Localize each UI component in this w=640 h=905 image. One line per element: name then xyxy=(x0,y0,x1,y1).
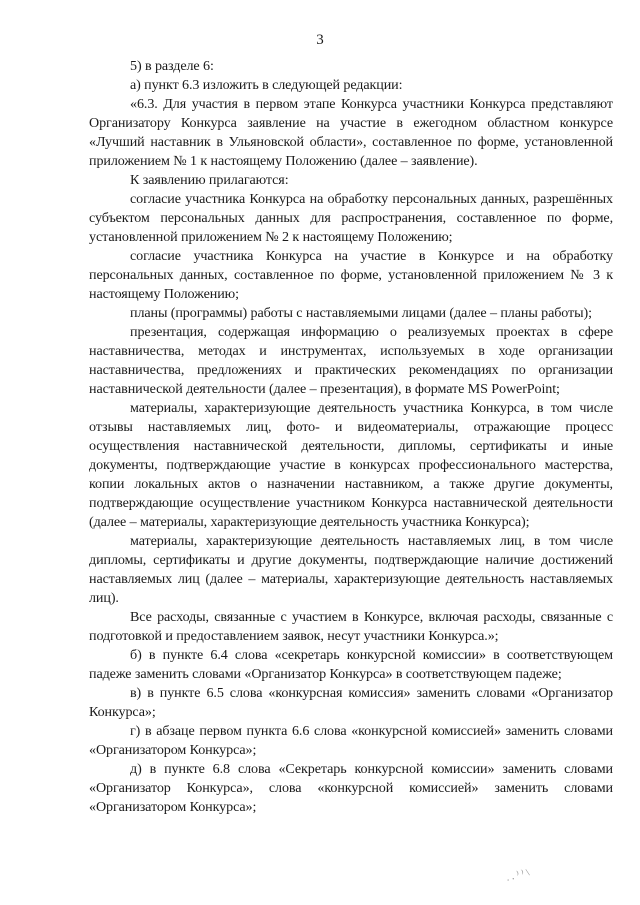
paragraph-attachments-intro: К заявлению прилагаются: xyxy=(130,172,289,188)
page-number: 3 xyxy=(316,32,324,48)
paragraph-presentation: презентация, содержащая информацию о реализуемых проектах в сфере наставничества, методах и инструментах, используемых в ходе организации наставничества, предложениях и практических рекомендациях по организации наставнической деятельности (далее – презентация), в формате MS PowerPoint; xyxy=(89,324,613,397)
paragraph-consent-participation: согласие участника Конкурса на участие в Конкурсе и на обработку персональных данных, составленное по форме, установленной приложением № 3 к настоящему Положению; xyxy=(89,248,613,302)
paragraph-participant-materials: материалы, характеризующие деятельность участника Конкурса, в том числе отзывы наставляемых лиц, фото- и видеоматериалы, отражающие процесс осуществления наставнической деятельности, дипломы, сертификаты и иные документы, подтверждающие участие в конкурсах профессионального мастерства, копии локальных актов о назначении наставником, а также другие документы, подтверждающие осуществление участником Конкурса наставнической деятельности (далее – материалы, характеризующие деятельность участника Конкурса); xyxy=(89,400,613,530)
handwritten-initials-mark: . ․ ⁾ ⁾ \ xyxy=(505,867,531,884)
paragraph-section-6: 5) в разделе 6: xyxy=(130,58,214,74)
paragraph-mentee-materials: материалы, характеризующие деятельность наставляемых лиц, в том числе дипломы, сертификаты и другие документы, подтверждающие наличие достижений наставляемых лиц (далее – материалы, характеризующие деятельность наставляемых лиц). xyxy=(89,533,613,606)
paragraph-item-d: д) в пункте 6.8 слова «Секретарь конкурсной комиссии» заменить словами «Организатор Конкурса», слова «конкурсной комиссией» заменить словами «Организатором Конкурса»; xyxy=(89,761,613,815)
paragraph-expenses: Все расходы, связанные с участием в Конкурсе, включая расходы, связанные с подготовкой и предоставлением заявок, несут участники Конкурса.»; xyxy=(89,609,613,644)
paragraph-clause-6-3: «6.3. Для участия в первом этапе Конкурса участники Конкурса представляют Организатору Конкурса заявление на участие в ежегодном областном конкурсе «Лучший наставник в Ульяновской области», составленное по форме, установленной приложением № 1 к настоящему Положению (далее – заявление). xyxy=(89,96,613,169)
paragraph-consent-distribution: согласие участника Конкурса на обработку персональных данных, разрешённых субъектом персональных данных для распространения, составленное по форме, установленной приложением № 2 к настоящему Положению; xyxy=(89,191,613,245)
paragraph-item-v: в) в пункте 6.5 слова «конкурсная комиссия» заменить словами «Организатор Конкурса»; xyxy=(89,685,613,720)
document-body xyxy=(89,57,613,817)
paragraph-item-a: а) пункт 6.3 изложить в следующей редакции: xyxy=(130,77,403,93)
paragraph-item-b: б) в пункте 6.4 слова «секретарь конкурсной комиссии» в соответствующем падеже заменить словами «Организатор Конкурса» в соответствующем падеже; xyxy=(89,647,613,682)
paragraph-work-plans: планы (программы) работы с наставляемыми лицами (далее – планы работы); xyxy=(130,305,592,321)
paragraph-item-g: г) в абзаце первом пункта 6.6 слова «конкурсной комиссией» заменить словами «Организатором Конкурса»; xyxy=(89,723,613,758)
